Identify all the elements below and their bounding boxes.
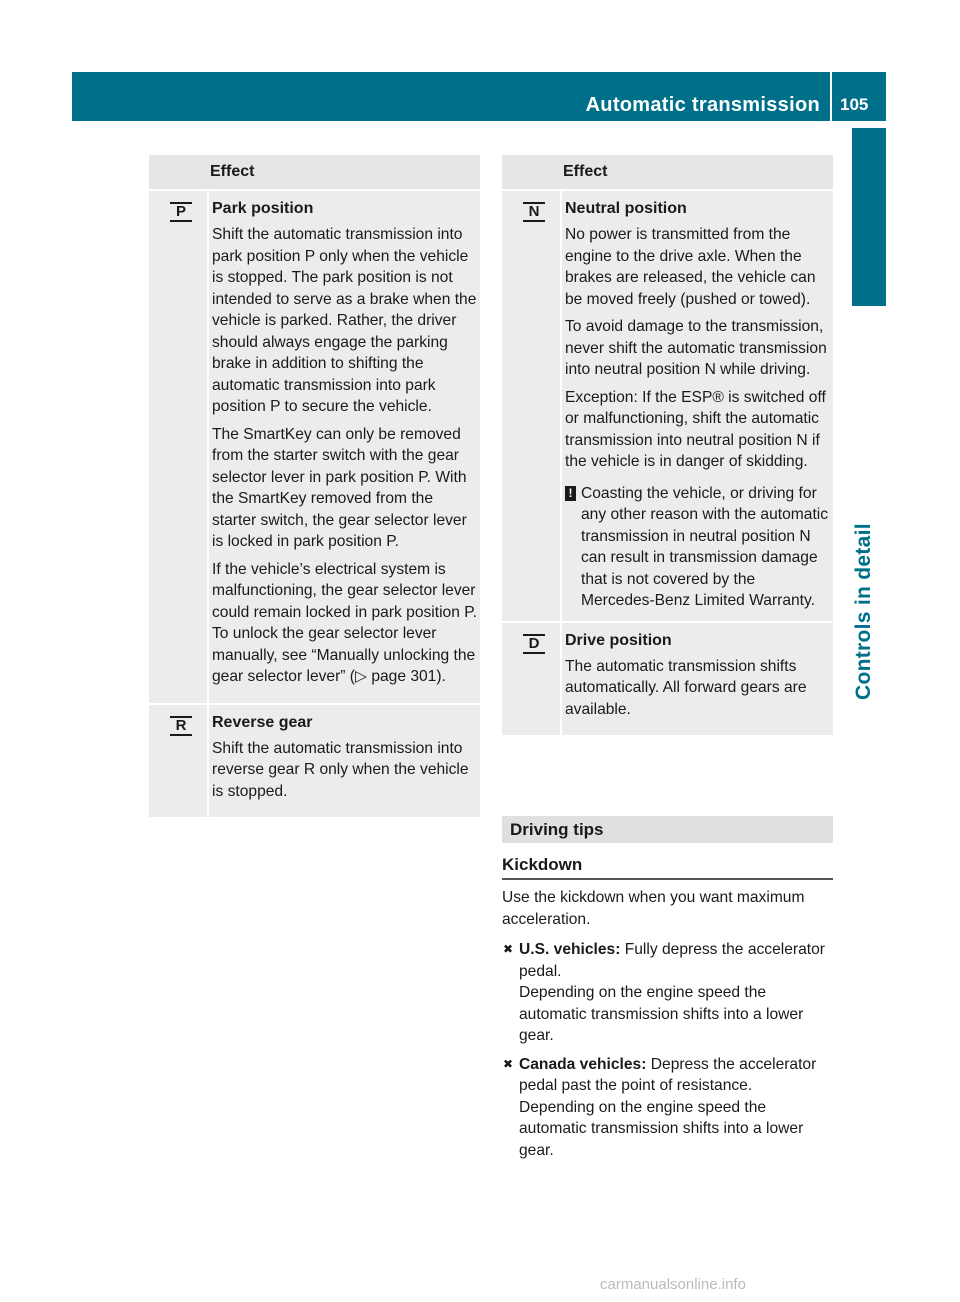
gear-table-left [149,155,480,817]
row-title: Park position [212,200,314,217]
table-header [502,155,833,189]
step-arrow-icon: ✖ [503,1056,514,1071]
page-number: 105 [840,95,869,114]
row-paragraph: To avoid damage to the transmission, never shift the automatic transmission into neutral position N while driving. [565,318,827,378]
row-title: Neutral position [565,200,687,217]
header-divider [830,72,832,121]
step-text: Depress the accelerator pedal past the point of resistance. [519,1055,817,1094]
chapter-title: Automatic transmission [585,94,820,116]
kickdown-body [502,887,834,1168]
step-text: Fully depress the accelerator pedal. [519,941,825,980]
step-label: U.S. vehicles: [519,941,621,958]
page-header [72,72,886,121]
column-header-effect: Effect [563,163,608,180]
table-header [149,155,480,189]
gear-table-right [502,155,833,735]
section-label-text: Controls in detail [852,523,875,700]
row-title: Drive position [565,631,672,649]
subheading-kickdown: Kickdown [502,853,833,880]
step-item [502,939,834,1047]
step-label: Canada vehicles: [519,1055,647,1073]
row-paragraph: Exception: If the ESP® is switched off or malfunctioning, shift the automatic transmission into neutral position N if the vehicle is in danger of skidding. [565,388,826,470]
section-heading [502,816,833,843]
column-header-effect: Effect [210,163,255,180]
section-tab [852,128,886,306]
section-heading-text: Driving tips [510,820,604,839]
section-label [840,520,900,700]
table-row-neutral [502,189,833,621]
step-detail: Depending on the engine speed the automatic transmission shifts into a lower gear. [519,984,804,1044]
gear-p-icon: P [170,202,192,222]
row-paragraph: Shift the automatic transmission into park position P only when the vehicle is stopped. The park position is not intended to serve as a brake when the vehicle is parked. Rather, the driver should always engage the parking brake in addition to shifting the automatic transmission into park position P to secure the vehicle. [212,226,477,415]
row-paragraph: The automatic transmission shifts automatically. All forward gears are available. [565,657,807,718]
row-paragraph: The SmartKey can only be removed from the starter switch with the gear selector lever in park position P. With the SmartKey removed from the starter switch, the gear selector lever is locked in park position P. [212,425,467,550]
step-arrow-icon: ✖ [503,942,514,956]
warning-note [565,483,833,612]
row-paragraph: Shift the automatic transmission into reverse gear R only when the vehicle is stopped. [212,739,469,800]
step-detail: Depending on the engine speed the automatic transmission shifts into a lower gear. [519,1098,804,1159]
row-paragraph: No power is transmitted from the engine to the drive axle. When the brakes are released, the vehicle can be moved freely (pushed or towed). [565,226,816,308]
table-row-reverse [149,703,480,818]
gear-r-icon: R [170,716,192,736]
table-row-drive [502,621,833,736]
gear-d-icon: D [523,634,545,654]
warning-icon: ! [565,486,576,501]
row-paragraph: If the vehicle’s electrical system is malfunctioning, the gear selector lever could remain locked in park position P. To unlock the gear selector lever manually, see “Manually unlocking the gear selector lever” (▷ page 301). [212,560,477,685]
row-title: Reverse gear [212,713,313,731]
intro-paragraph: Use the kickdown when you want maximum acceleration. [502,889,805,928]
table-row-park [149,189,480,703]
step-item [502,1054,834,1162]
watermark: carmanualsonline.info [600,1276,746,1293]
gear-n-icon: N [523,202,545,222]
warning-text: Coasting the vehicle, or driving for any other reason with the automatic transmission in neutral position N can result in transmission damage that is not covered by the Mercedes-Benz Limited Warranty. [581,484,829,609]
